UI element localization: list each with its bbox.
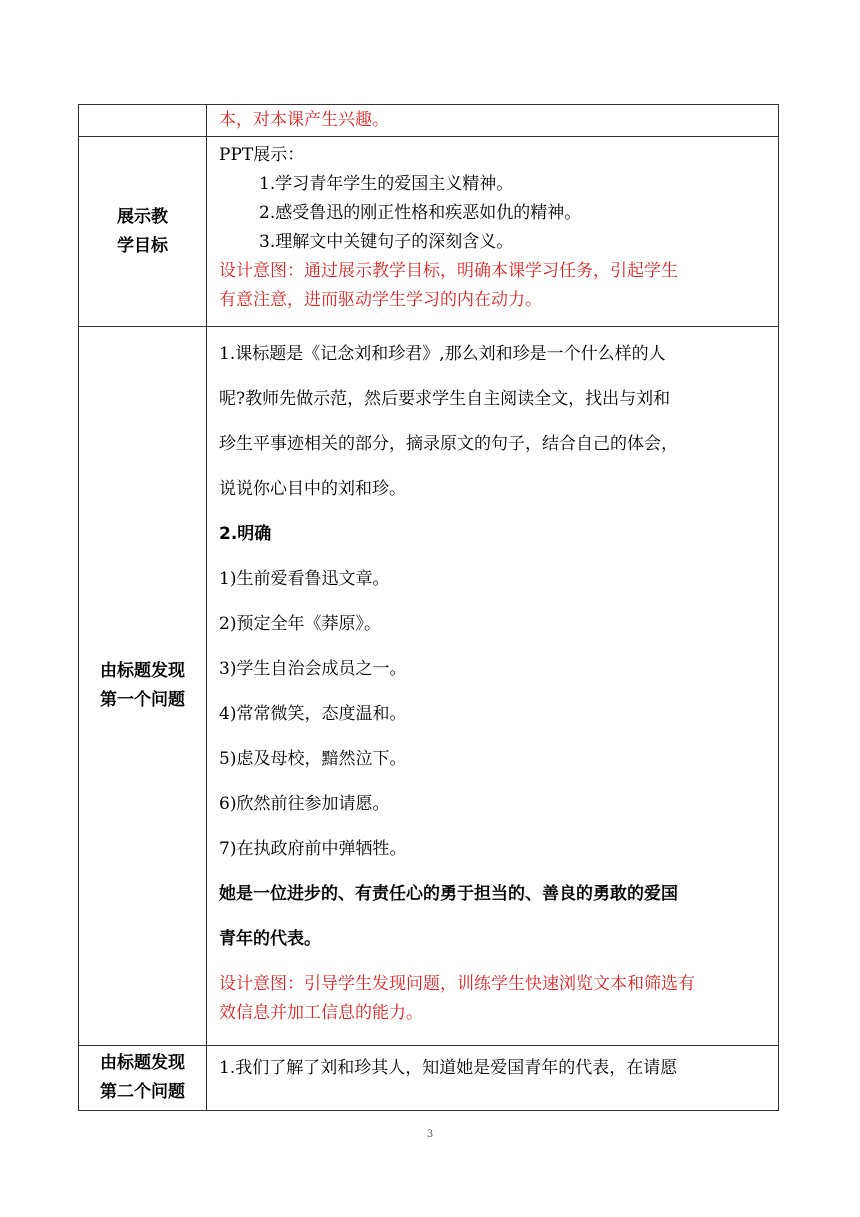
row-label-line: 由标题发现	[100, 661, 185, 681]
row-label-first-question	[79, 327, 207, 1046]
table-row	[79, 105, 779, 137]
row-label-line: 由标题发现	[100, 1053, 185, 1073]
summary-line: 青年的代表。	[219, 929, 321, 949]
list-item: 2)预定全年《莽原》。	[219, 614, 381, 634]
row-content	[207, 1046, 779, 1111]
page-number: 3	[426, 1129, 434, 1140]
row-label-line: 第二个问题	[100, 1082, 185, 1102]
row-label-line: 展示教	[117, 206, 168, 227]
content-line: 本，对本课产生兴趣。	[219, 110, 389, 130]
paragraph-line: 说说你心目中的刘和珍。	[219, 479, 406, 499]
goal-item: 3.理解文中关键句子的深刻含义。	[259, 232, 514, 252]
ppt-intro: PPT展示：	[219, 145, 305, 165]
list-item: 4)常常微笑，态度温和。	[219, 704, 407, 724]
table-row	[79, 327, 779, 1046]
row-label	[79, 105, 207, 137]
paragraph-line: 珍生平事迹相关的部分，摘录原文的句子，结合自己的体会，	[219, 434, 678, 454]
list-item: 3)学生自治会成员之一。	[219, 659, 407, 679]
paragraph-line: 1.我们了解了刘和珍其人，知道她是爱国青年的代表，在请愿	[219, 1058, 678, 1078]
row-label-line: 第一个问题	[100, 690, 185, 710]
row-label-line: 学目标	[117, 235, 168, 256]
row-content	[207, 137, 779, 327]
row-content	[207, 327, 779, 1046]
goal-item: 2.感受鲁迅的刚正性格和疾恶如仇的精神。	[259, 203, 582, 223]
paragraph-line: 呢?教师先做示范，然后要求学生自主阅读全文，找出与刘和	[219, 389, 671, 409]
design-note-line: 有意注意，进而驱动学生学习的内在动力。	[219, 290, 542, 310]
table-row	[79, 137, 779, 327]
list-item: 7)在执政府前中弹牺牲。	[219, 839, 407, 859]
row-label-teaching-goals	[79, 137, 207, 327]
design-note-line: 效信息并加工信息的能力。	[219, 1003, 423, 1023]
lesson-plan-table	[78, 104, 779, 1111]
design-note-line: 设计意图：通过展示教学目标，明确本课学习任务，引起学生	[219, 261, 678, 281]
paragraph-line: 1.课标题是《记念刘和珍君》,那么刘和珍是一个什么样的人	[219, 344, 666, 364]
table-row	[79, 1046, 779, 1111]
list-item: 1)生前爱看鲁迅文章。	[219, 569, 390, 589]
list-item: 6)欣然前往参加请愿。	[219, 794, 390, 814]
list-item: 5)虑及母校，黯然泣下。	[219, 749, 407, 769]
summary-line: 她是一位进步的、有责任心的勇于担当的、善良的勇敢的爱国	[219, 884, 678, 904]
row-label-second-question	[79, 1046, 207, 1111]
row-content	[207, 105, 779, 137]
design-note-line: 设计意图：引导学生发现问题，训练学生快速浏览文本和筛选有	[219, 974, 695, 994]
section-heading: 2.明确	[219, 524, 272, 544]
goal-item: 1.学习青年学生的爱国主义精神。	[259, 174, 514, 194]
